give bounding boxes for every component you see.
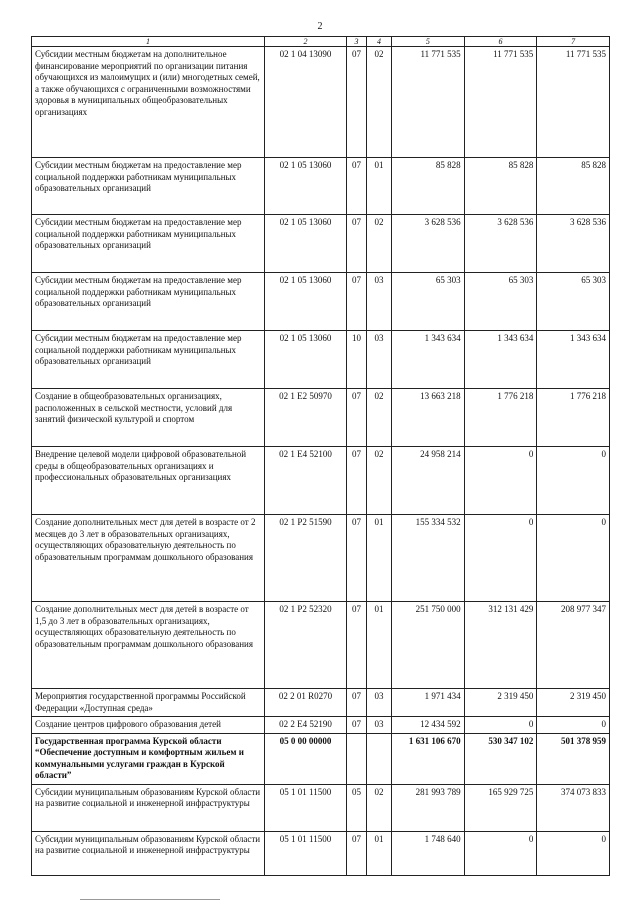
- row-section-cell: 07: [347, 515, 367, 602]
- row-subsection-cell: 01: [367, 158, 392, 215]
- row-value-col5-cell: 11 771 535: [392, 47, 465, 158]
- row-section-cell: 07: [347, 158, 367, 215]
- row-value-col7-cell: 11 771 535: [537, 47, 610, 158]
- row-value-col7-cell: 501 378 959: [537, 733, 610, 784]
- row-code-cell: 02 1 05 13060: [265, 215, 347, 273]
- row-section-cell: 07: [347, 602, 367, 689]
- row-value-col5-cell: 24 958 214: [392, 447, 465, 515]
- row-subsection-cell: 03: [367, 273, 392, 331]
- budget-table: [31, 36, 610, 876]
- row-value-col6-cell: 530 347 102: [464, 733, 537, 784]
- row-name-cell: Субсидии местным бюджетам на предоставление мер социальной поддержки работникам муниципальных образовательных организаций: [32, 158, 265, 215]
- table-row: [32, 47, 610, 158]
- row-value-col5-cell: 1 631 106 670: [392, 733, 465, 784]
- row-value-col7-cell: 1 343 634: [537, 331, 610, 389]
- header-col-7: 7: [537, 37, 610, 47]
- row-value-col5-cell: 1 971 434: [392, 689, 465, 717]
- row-name-cell: Создание дополнительных мест для детей в возрасте от 2 месяцев до 3 лет в образовательных организациях, осуществляющих образовательную деятельность по образовательным программам дошкольного образования: [32, 515, 265, 602]
- row-value-col5-cell: 155 334 532: [392, 515, 465, 602]
- row-value-col6-cell: 3 628 536: [464, 215, 537, 273]
- row-value-col6-cell: 0: [464, 717, 537, 734]
- row-value-col7-cell: 208 977 347: [537, 602, 610, 689]
- row-code-cell: 05 1 01 11500: [265, 784, 347, 831]
- header-col-5: 5: [392, 37, 465, 47]
- row-value-col6-cell: 312 131 429: [464, 602, 537, 689]
- table-row: [32, 602, 610, 689]
- row-value-col7-cell: 0: [537, 717, 610, 734]
- header-col-4: 4: [367, 37, 392, 47]
- row-name-cell: Субсидии муниципальным образованиям Курской области на развитие социальной и инженерной инфраструктуры: [32, 784, 265, 831]
- row-name-cell: Мероприятия государственной программы Российской Федерации «Доступная среда»: [32, 689, 265, 717]
- row-value-col5-cell: 65 303: [392, 273, 465, 331]
- header-col-3: 3: [347, 37, 367, 47]
- table-row: [32, 447, 610, 515]
- row-value-col5-cell: 85 828: [392, 158, 465, 215]
- row-section-cell: 05: [347, 784, 367, 831]
- row-code-cell: 02 1 05 13060: [265, 158, 347, 215]
- row-section-cell: [347, 733, 367, 784]
- row-subsection-cell: [367, 733, 392, 784]
- table-row: [32, 689, 610, 717]
- row-subsection-cell: 03: [367, 689, 392, 717]
- table-row: [32, 831, 610, 875]
- table-row: [32, 733, 610, 784]
- row-name-cell: Субсидии местным бюджетам на предоставление мер социальной поддержки работникам муниципальных образовательных организаций: [32, 273, 265, 331]
- row-code-cell: 02 1 05 13060: [265, 331, 347, 389]
- row-name-cell: Создание дополнительных мест для детей в возрасте от 1,5 до 3 лет в образовательных организациях, осуществляющих образовательную деятельность по образовательным программам дошкольного образования: [32, 602, 265, 689]
- row-value-col5-cell: 251 750 000: [392, 602, 465, 689]
- row-section-cell: 07: [347, 689, 367, 717]
- header-col-1: 1: [32, 37, 265, 47]
- row-value-col5-cell: 12 434 592: [392, 717, 465, 734]
- row-section-cell: 07: [347, 447, 367, 515]
- row-value-col6-cell: 165 929 725: [464, 784, 537, 831]
- table-row: [32, 515, 610, 602]
- row-subsection-cell: 03: [367, 331, 392, 389]
- page-number: 2: [317, 21, 323, 32]
- table-row: [32, 331, 610, 389]
- row-name-cell: Создание центров цифрового образования детей: [32, 717, 265, 734]
- row-code-cell: 05 0 00 00000: [265, 733, 347, 784]
- row-value-col7-cell: 65 303: [537, 273, 610, 331]
- row-section-cell: 07: [347, 47, 367, 158]
- row-value-col6-cell: 0: [464, 447, 537, 515]
- row-value-col6-cell: 85 828: [464, 158, 537, 215]
- row-value-col6-cell: 1 343 634: [464, 331, 537, 389]
- row-section-cell: 07: [347, 215, 367, 273]
- row-subsection-cell: 02: [367, 447, 392, 515]
- row-subsection-cell: 03: [367, 717, 392, 734]
- row-value-col6-cell: 11 771 535: [464, 47, 537, 158]
- row-value-col7-cell: 374 073 833: [537, 784, 610, 831]
- row-code-cell: 02 1 E2 50970: [265, 389, 347, 447]
- row-section-cell: 07: [347, 831, 367, 875]
- row-subsection-cell: 02: [367, 389, 392, 447]
- table-body: [32, 47, 610, 876]
- row-value-col7-cell: 0: [537, 831, 610, 875]
- row-value-col5-cell: 1 748 640: [392, 831, 465, 875]
- row-name-cell: Субсидии местным бюджетам на предоставление мер социальной поддержки работникам муниципальных образовательных организаций: [32, 215, 265, 273]
- row-code-cell: 02 1 E4 52100: [265, 447, 347, 515]
- row-value-col6-cell: 2 319 450: [464, 689, 537, 717]
- table-row: [32, 784, 610, 831]
- row-subsection-cell: 02: [367, 47, 392, 158]
- table-row: [32, 215, 610, 273]
- table-row: [32, 717, 610, 734]
- row-name-cell: Субсидии местным бюджетам на предоставление мер социальной поддержки работникам муниципальных образовательных организаций: [32, 331, 265, 389]
- row-name-cell: Создание в общеобразовательных организациях, расположенных в сельской местности, условий для занятий физической культурой и спортом: [32, 389, 265, 447]
- row-subsection-cell: 01: [367, 602, 392, 689]
- table-header-row: [32, 37, 610, 47]
- row-subsection-cell: 02: [367, 215, 392, 273]
- row-code-cell: 02 1 P2 52320: [265, 602, 347, 689]
- table-row: [32, 158, 610, 215]
- row-name-cell: Государственная программа Курской области “Обеспечение доступным и комфортным жильем и коммунальными услугами граждан в Курской области”: [32, 733, 265, 784]
- row-name-cell: Субсидии муниципальным образованиям Курской области на развитие социальной и инженерной инфраструктуры: [32, 831, 265, 875]
- row-value-col5-cell: 13 663 218: [392, 389, 465, 447]
- row-code-cell: 02 2 E4 52190: [265, 717, 347, 734]
- row-value-col5-cell: 1 343 634: [392, 331, 465, 389]
- row-value-col7-cell: 85 828: [537, 158, 610, 215]
- row-value-col6-cell: 65 303: [464, 273, 537, 331]
- row-code-cell: 02 1 04 13090: [265, 47, 347, 158]
- row-value-col6-cell: 1 776 218: [464, 389, 537, 447]
- header-col-2: 2: [265, 37, 347, 47]
- row-value-col6-cell: 0: [464, 831, 537, 875]
- row-subsection-cell: 01: [367, 831, 392, 875]
- row-code-cell: 02 1 P2 51590: [265, 515, 347, 602]
- row-value-col7-cell: 0: [537, 447, 610, 515]
- row-value-col7-cell: 2 319 450: [537, 689, 610, 717]
- row-value-col5-cell: 3 628 536: [392, 215, 465, 273]
- row-value-col7-cell: 1 776 218: [537, 389, 610, 447]
- table-row: [32, 389, 610, 447]
- row-section-cell: 10: [347, 331, 367, 389]
- row-value-col7-cell: 0: [537, 515, 610, 602]
- row-section-cell: 07: [347, 389, 367, 447]
- row-section-cell: 07: [347, 717, 367, 734]
- scan-artifact-line: [80, 899, 220, 900]
- row-code-cell: 05 1 01 11500: [265, 831, 347, 875]
- row-section-cell: 07: [347, 273, 367, 331]
- row-subsection-cell: 01: [367, 515, 392, 602]
- row-code-cell: 02 1 05 13060: [265, 273, 347, 331]
- row-code-cell: 02 2 01 R0270: [265, 689, 347, 717]
- header-col-6: 6: [464, 37, 537, 47]
- row-name-cell: Субсидии местным бюджетам на дополнительное финансирование мероприятий по организации питания обучающихся из малоимущих и (или) многодетных семей, а также обучающихся с ограниченными возможностями здоровья в муниципальных общеобразовательных организациях: [32, 47, 265, 158]
- table-row: [32, 273, 610, 331]
- row-name-cell: Внедрение целевой модели цифровой образовательной среды в общеобразовательных организациях и профессиональных образовательных организациях: [32, 447, 265, 515]
- row-value-col7-cell: 3 628 536: [537, 215, 610, 273]
- row-subsection-cell: 02: [367, 784, 392, 831]
- row-value-col5-cell: 281 993 789: [392, 784, 465, 831]
- row-value-col6-cell: 0: [464, 515, 537, 602]
